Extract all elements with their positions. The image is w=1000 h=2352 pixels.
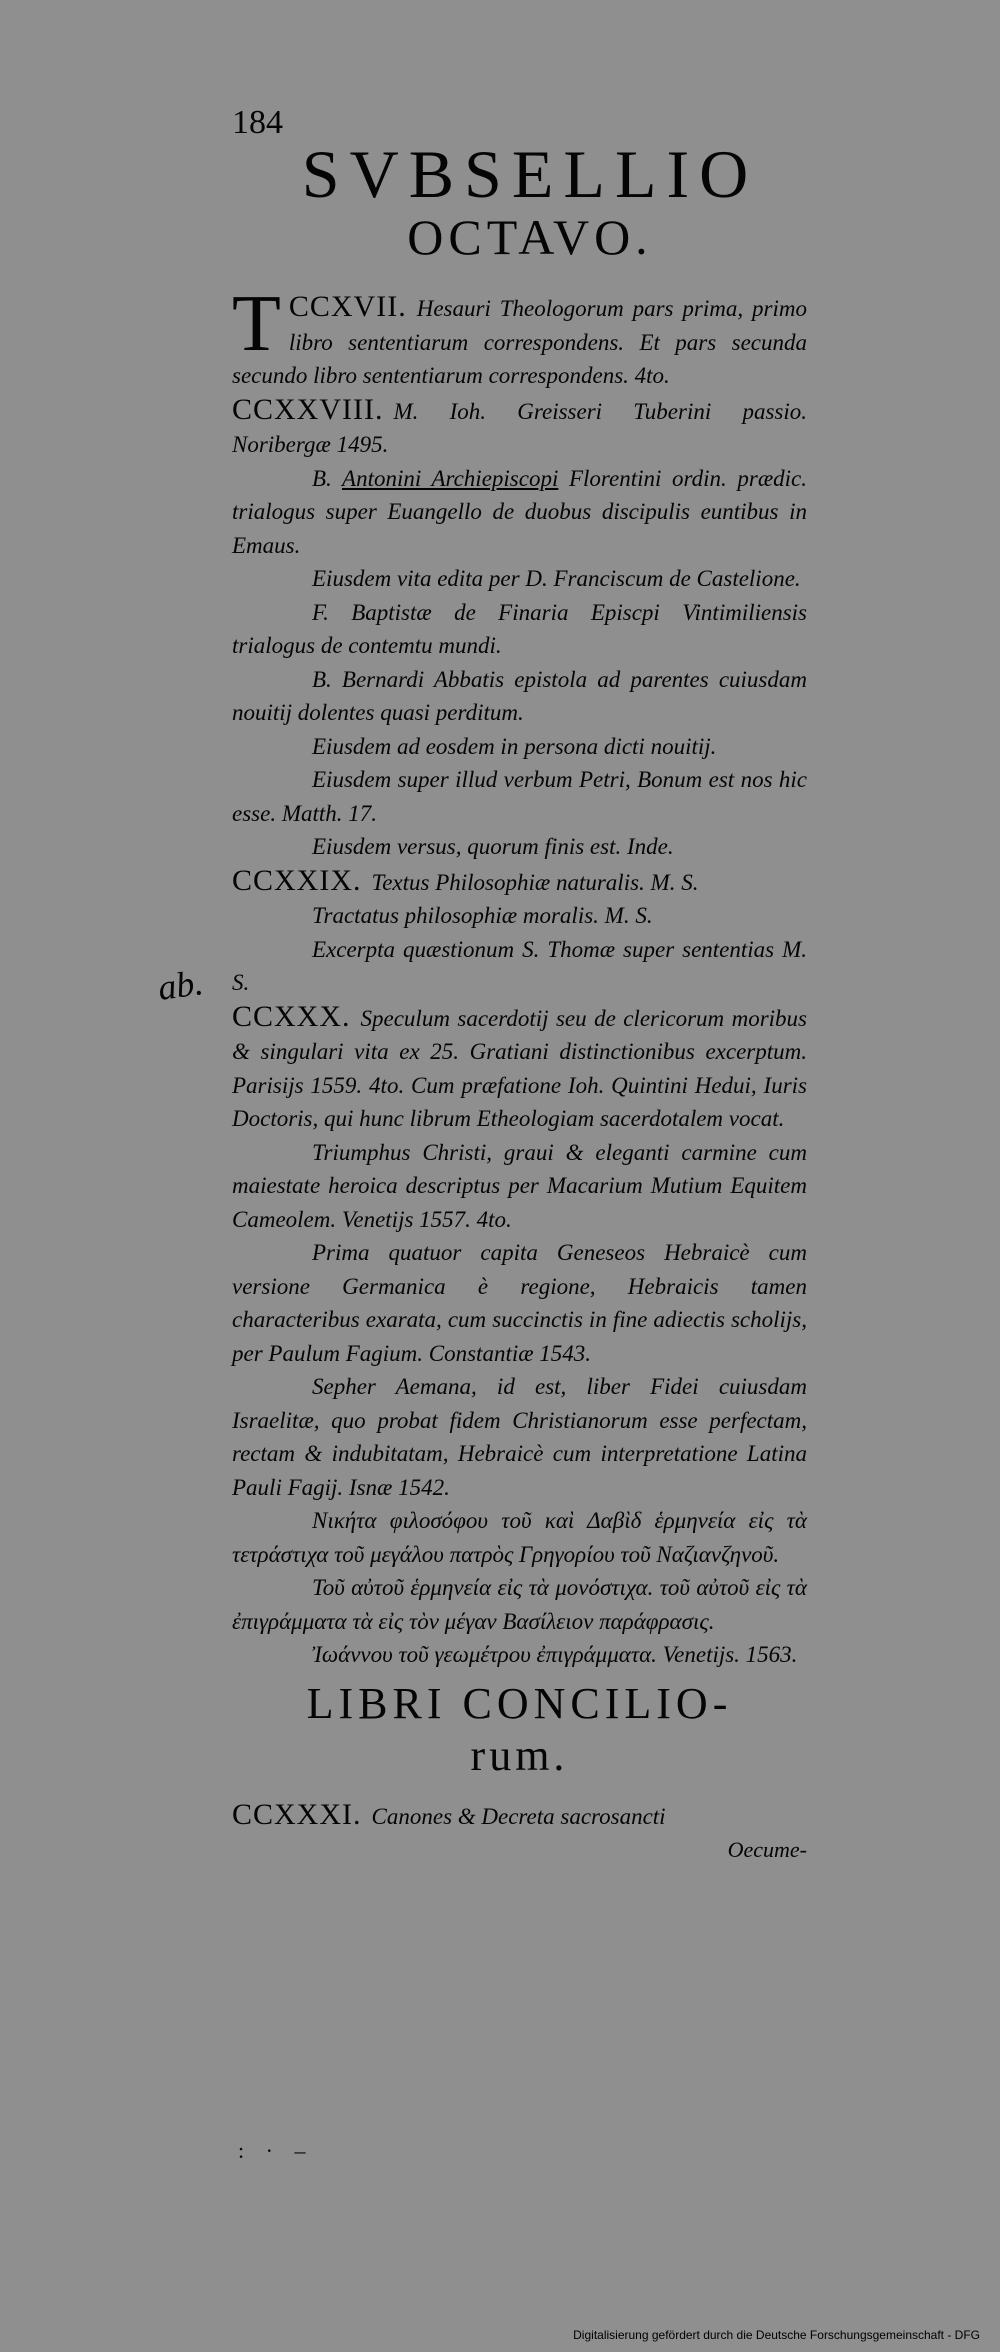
entry-text: M. Ioh. Greisseri Tuberini passio. Noribergæ 1495. xyxy=(232,398,807,457)
entry-number: CCXXVIII. xyxy=(232,392,384,426)
entry-text: Textus Philosophiæ naturalis. M. S. xyxy=(371,869,699,895)
entry-ccxvii xyxy=(232,280,807,393)
catalog-text xyxy=(232,280,808,1867)
entry-ccxxix xyxy=(232,864,807,900)
entry-ccxxviii xyxy=(232,393,807,462)
catchword: Oecume- xyxy=(727,1837,807,1862)
entry-text: Excerpta quæstionum S. Thomæ super sententias M. S. xyxy=(232,936,807,995)
entry-text: Sepher Aemana, id est, liber Fidei cuiusdam Israelitæ, quo probat fidem Christianorum esse perfectam, rectam & indubitatam, Hebraicè cum interpretatione Latina Pauli Fagij. Isnæ 1542. xyxy=(232,1374,807,1500)
entry-text: Florentini ordin. prædic. trialogus super Euangello de duobus discipulis euntibus in Emaus. xyxy=(232,465,808,558)
entry-greek-text: Ἰωάννου τοῦ γεωμέτρου ἐπιγράμματα. Venetijs. 1563. xyxy=(312,1642,798,1667)
entry-text: Speculum sacerdotij seu de clericorum moribus & singulari vita ex 25. Gratiani distinctionibus excerptum. Parisijs 1559. 4to. Cum præfatione Ioh. Quintini Hedui, Iuris Doctoris, qui hunc librum Etheologiam sacerdotalem vocat. xyxy=(232,1005,807,1131)
entry-number: CCXXXI. xyxy=(232,1797,362,1831)
entry-prefix: B. xyxy=(312,465,332,491)
digitization-credit: Digitalisierung gefördert durch die Deutsche Forschungsgemeinschaft - DFG xyxy=(573,2328,980,2342)
entry-text: Triumphus Christi, graui & eleganti carmine cum maiestate heroica descriptus per Macarium Mutium Equitem Cameolem. Venetijs 1557. 4to. xyxy=(232,1139,807,1232)
entry-number: CCXVII. xyxy=(288,290,407,323)
entry-number: CCXXIX. xyxy=(232,863,362,897)
entry-text: Tractatus philosophiæ moralis. M. S. xyxy=(312,903,653,928)
entry-ccxxx xyxy=(232,1000,807,1136)
entry-ccxxxi xyxy=(232,1798,807,1834)
section-heading: LIBRI CONCILIO- xyxy=(306,1678,733,1728)
entry-text: Eiusdem vita edita per D. Franciscum de Castelione. xyxy=(312,566,801,591)
entry-text: Eiusdem ad eosdem in persona dicti nouitij. xyxy=(312,733,717,759)
entry-greek-text: Τοῦ αὐτοῦ ἑρμηνεία εἰς τὰ μονόστιχα. τοῦ αὐτοῦ εἰς τὰ ἐπιγράμματα τὰ εἰς τὸν μέγαν Βασίλειον παράφρασις. xyxy=(232,1575,807,1634)
entry-text: Hesauri Theologorum pars prima, primo libro sententiarum correspondens. Et pars secunda secundo libro sententiarum correspondens. 4to. xyxy=(232,296,807,388)
entry-number: CCXXX. xyxy=(232,999,351,1033)
entry-text: F. Baptistæ de Finaria Episcpi Vintimiliensis trialogus de contemtu mundi. xyxy=(232,599,807,658)
drop-cap: T xyxy=(232,280,281,368)
running-subtitle: OCTAVO. xyxy=(407,209,653,265)
margin-note: ab. xyxy=(155,962,206,1008)
entry-greek-text: Νικήτα φιλοσόφου τοῦ καὶ Δαβὶδ ἑρμηνεία εἰς τὰ τετράστιχα τοῦ μεγάλου πατρὸς Γρηγορίου τοῦ Ναζιανζηνοῦ. xyxy=(232,1508,807,1567)
entry-text-block xyxy=(232,462,807,563)
entry-text: B. Bernardi Abbatis epistola ad parentes cuiusdam nouitij dolentes quasi perditum. xyxy=(232,666,807,725)
entry-text: Eiusdem super illud verbum Petri, Bonum est nos hic esse. Matth. 17. xyxy=(232,767,807,826)
entry-text: Canones & Decreta sacrosancti xyxy=(371,1803,666,1829)
entry-underlined-text: Antonini Archiepiscopi xyxy=(342,465,559,491)
printer-marks: : · – xyxy=(238,2138,314,2163)
entry-text: Eiusdem versus, quorum finis est. Inde. xyxy=(312,834,674,859)
section-heading-continuation: rum. xyxy=(470,1730,569,1780)
running-title: SVBSELLIO xyxy=(301,136,759,212)
entry-text: Prima quatuor capita Geneseos Hebraicè cum versione Germanica è regione, Hebraicis tamen characteribus exarata, cum succinctis in fine adiectis scholijs, per Paulum Fagium. Constantiæ 1543. xyxy=(232,1240,807,1366)
page-number: 184 xyxy=(232,104,283,141)
